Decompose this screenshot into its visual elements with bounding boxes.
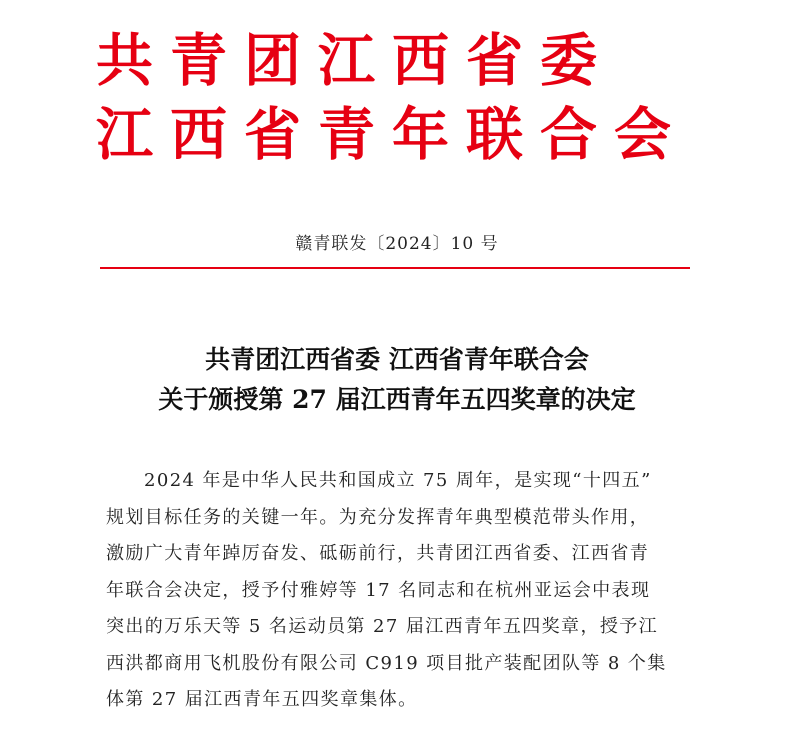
body-line: 突出的万乐天等 5 名运动员第 27 届江西青年五四奖章，授予江 — [106, 616, 659, 637]
body-line: 体第 27 届江西青年五四奖章集体。 — [106, 689, 418, 710]
body-line: 规划目标任务的关键一年。为充分发挥青年典型模范带头作用， — [106, 506, 650, 528]
body-line: 年联合会决定，授予付雅婷等 17 名同志和在杭州亚运会中表现 — [106, 579, 651, 601]
red-divider-line — [100, 267, 690, 269]
body-line: 激励广大青年踔厉奋发、砥砺前行，共青团江西省委、江西省青 — [106, 543, 650, 564]
body-line: 2024 年是中华人民共和国成立 75 周年，是实现“十四五” — [144, 470, 652, 491]
document-number: 赣青联发〔2024〕10 号 — [295, 234, 499, 254]
issuer-header-line-1: 共青团江西省委 — [96, 27, 614, 94]
body-paragraph — [106, 463, 691, 719]
document-title-line-2: 关于颁授第 27 届江西青年五四奖章的决定 — [158, 385, 636, 414]
body-line: 西洪都商用飞机股份有限公司 C919 项目批产装配团队等 8 个集 — [106, 652, 667, 674]
document-title-line-1: 共青团江西省委 江西省青年联合会 — [205, 345, 589, 374]
issuer-header-line-2: 江西省青年联合会 — [96, 101, 688, 168]
